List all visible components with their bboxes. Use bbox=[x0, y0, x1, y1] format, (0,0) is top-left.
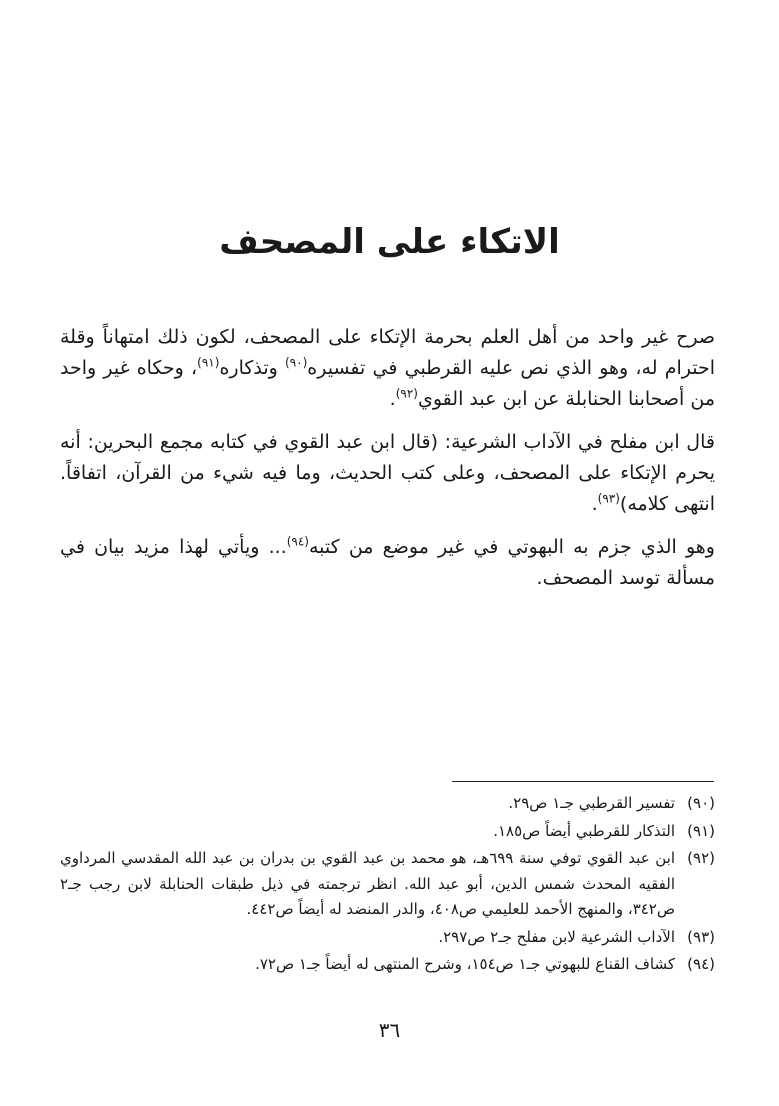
footnotes bbox=[60, 791, 715, 980]
footnote-number: (٩١) bbox=[687, 821, 715, 840]
paragraph-text: صرح غير واحد من أهل العلم بحرمة الإتكاء على المصحف، لكون ذلك امتهاناً وقلة احترام له، وهو الذي نص عليه القرطبي في تفسيره bbox=[60, 326, 715, 379]
footnote bbox=[60, 819, 715, 845]
footnote-divider bbox=[452, 781, 714, 782]
footnote bbox=[60, 925, 715, 951]
footnote-number: (٩٢) bbox=[687, 849, 715, 867]
paragraph bbox=[60, 427, 715, 520]
footnote-text: التذكار للقرطبي أيضاً ص١٨٥. bbox=[493, 821, 675, 840]
paragraph bbox=[60, 532, 715, 594]
footnote bbox=[60, 791, 715, 817]
footnote-number: (٩٣) bbox=[687, 927, 715, 946]
paragraph-text: . bbox=[389, 388, 396, 410]
footnote bbox=[60, 952, 715, 978]
paragraph-text: وتذكاره bbox=[219, 357, 278, 379]
footnote-text: تفسير القرطبي جـ١ ص٢٩. bbox=[508, 794, 675, 812]
paragraph-text: قال ابن مفلح في الآداب الشرعية: (قال ابن عبد القوي في كتابه مجمع البحرين: أنه يحرم الإتكاء على المصحف، وعلى كتب الحديث، وما فيه شيء من القرآن، اتفاقاً. انتهى كلامه) bbox=[60, 431, 715, 515]
paragraph-text: ، وحكاه غير واحد من أصحابنا الحنابلة عن ابن عبد القوي bbox=[60, 357, 715, 410]
paragraph bbox=[60, 322, 715, 415]
paragraph-text: وهو الذي جزم به البهوتي في غير موضع من كتبه bbox=[308, 536, 715, 558]
footnote-text: ابن عبد القوي توفي سنة ٦٩٩هـ، هو محمد بن عبد القوي بن بدران بن عبد الله المقدسي المرداوي الفقيه المحدث شمس الدين، أبو عبد الله. انظر ترجمته في ذيل طبقات الحنابلة لابن رجب جـ٢ ص٣٤٢، والمنهج الأحمد للعليمي ص٤٠٨، والدر المنضد له أيضاً ص٤٤٢. bbox=[60, 849, 675, 918]
body-text bbox=[60, 322, 715, 606]
footnote-ref: (٩٠) bbox=[285, 355, 308, 370]
footnote-text: الآداب الشرعية لابن مفلح جـ٢ ص٢٩٧. bbox=[438, 927, 675, 946]
paragraph-text: . bbox=[591, 493, 598, 515]
footnote-ref: (٩١) bbox=[197, 355, 220, 370]
footnote-number: (٩٠) bbox=[687, 794, 715, 812]
footnote bbox=[60, 846, 715, 923]
footnote-ref: (٩٣) bbox=[597, 491, 620, 506]
page-title: الاتكاء على المصحف bbox=[219, 222, 560, 262]
page-number: ٣٦ bbox=[378, 1018, 401, 1042]
footnote-ref: (٩٢) bbox=[395, 386, 418, 401]
paragraph-text: ... ويأتي لهذا مزيد بيان في مسألة توسد المصحف. bbox=[60, 536, 715, 589]
footnote-ref: (٩٤) bbox=[286, 534, 309, 549]
footnote-text: كشاف القناع للبهوتي جـ١ ص١٥٤، وشرح المنتهى له أيضاً جـ١ ص٧٢. bbox=[255, 955, 675, 973]
footnote-number: (٩٤) bbox=[687, 955, 715, 973]
